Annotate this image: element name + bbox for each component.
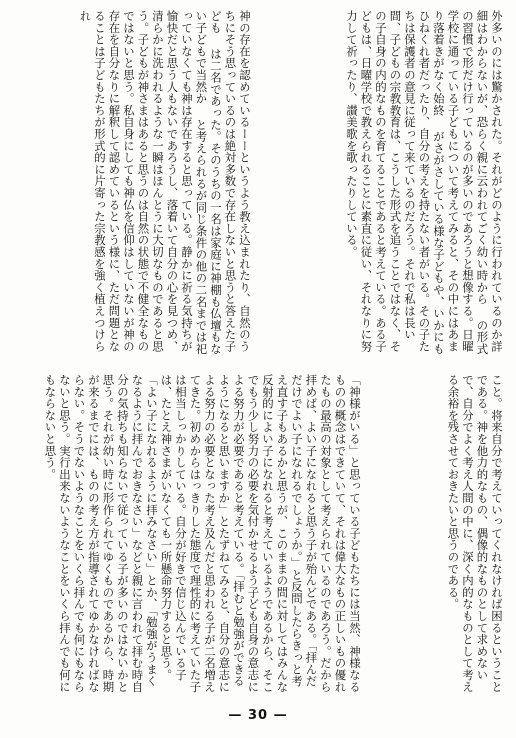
top-paragraph-1: 外多いのには驚かされた。それがどのように行われているのか詳細はわからないが、恐らく親に云われてごく幼い時から の形式の習慣で形だけ行っているのが多いのであろうと想像する。日曜学校に通っている子どもについて考えてみると、その中にはあまり落着きがなく始終 がさがさしている様な子どもや、いかにもひねくれ者だったり、自分の考えを持たない者がいる。その子たちは保護者の意見に従って来ているのだろう。それで私は長い間、子どもの宗教教育は、こうした形式を追うことではなく、その子自身の内的なものを育てることであると考えている。ある子どもは、日曜学校で教えられることに素直に従い、それなりに努力して祈ったり、讃美歌を歌ったりしている。 [345,10,504,355]
top-paragraph-2: 神の存在を認めているーーというよう教え込まれたり、自然のうちにそう思っているのは絶対多数で存在しないと思うと答えた子ども は二名であった。そのうちの一名は家庭に神棚も仏壇もない子どもで当然か と考えられるが同じ条件の他の二名までは祀っていなくても神は存在すると思っている。静かに祈る気持ちが愉快だと思う人もないであろうし、落着いて自分の心を見つめ、清らかに洗われるような一瞬はほんとうに大切なものであると思う。子どもが神さまはあると思うのは自然の状態で不健全なものではないと思う。私自身にしても神仏を信仰はしていないが神の存在を自分なりに解釈して認めているという様に、ただ問題となることは子どもたちが形式的に片寄った宗教感を強く植えつけられ [78,10,252,355]
bottom-paragraph-1: こと。将来自分で考えていってくれなければ困るということである。神を他力的なもの、偶像的なものとして求めないで、自分でよく考え人間の中に、深く内的なものとして考える余裕を残させておきたいと思うのである。 [446,374,504,693]
page-number: — 30 — [228,708,288,723]
bottom-paragraph-2: 「神様がいる」と思っている子どもたちには当然、神様なるものの概念はできていて、それは偉大なもの正しいもの優れたもの最高の対象として考えられているのであろう。だから拝めば、よい子になれると思う子が殆んどである。「拝んだだけでよい子になれるでしょうか。」と反問したらきっと考え直す子もあるかと思うが、このままの問に対してはみんな反射的によい子になれると考えているようであるから、そこでもう少し努力の必要を気付かせるよう子ども自身の意志による努力が必要であると考えている。「拝むと勉強ができるようになると思いますか」とたずねてみると、自分の意志による努力の必要となった考え及んだと思われる子が二名増えてきた。初めからはっきりした態度で理性的に考えていた子は相当しっかりしている。自分が好きで信じ込んでいる子は、たとえ神さまがいなくても一所懸命努力すると思う。「よい子になれるように拝みなさい」とか、「勉強がうまくなるように拝んでおきなさい」などと親に言われて拝む時自分の気持ちも知らないで従っている子が多いのではないかと思う。それが幼い時に形作られてゆくものであるから、時期が来るまでには、ものの考え方が指導されてゆかなければならない。そうでないようなことをいくら拝んでも何にもならないと思う。実行出来ないようなことをいくら拝んでも何にもならないと思う。 [43,374,362,693]
bottom-text-tier [22,374,504,696]
top-text-tier [22,10,504,358]
